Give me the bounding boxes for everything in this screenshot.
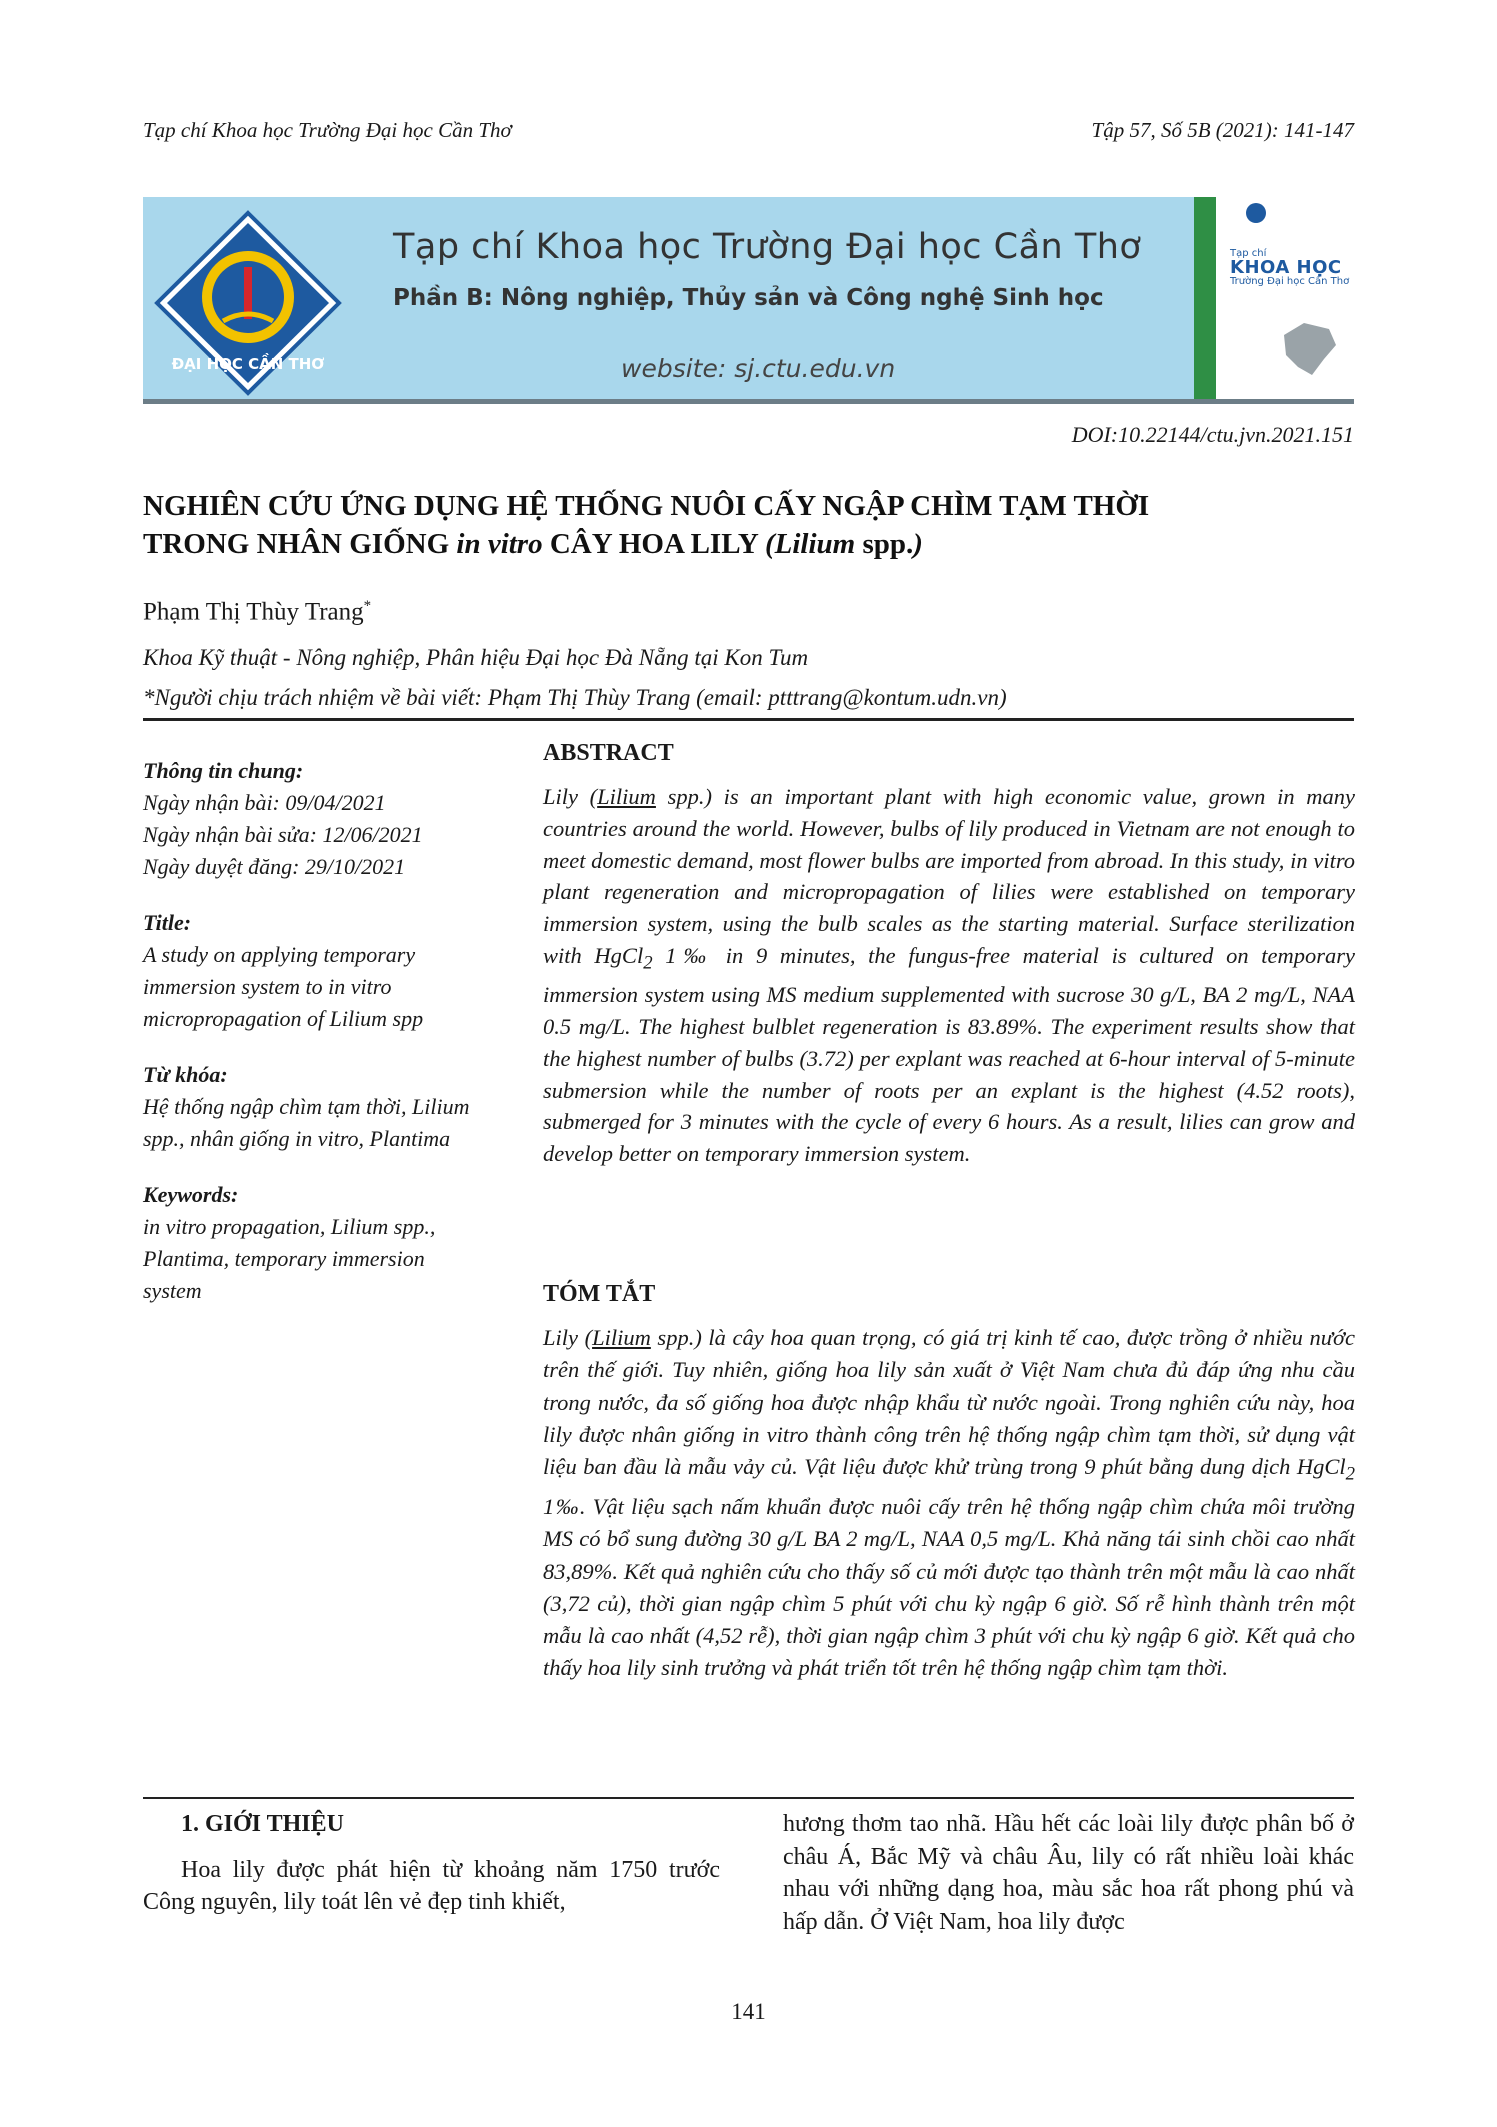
- cover-sub: Trường Đại học Cần Thơ: [1230, 276, 1350, 287]
- tomtat-section: [543, 1278, 1355, 1685]
- revised-date: Ngày nhận bài sửa: 12/06/2021: [143, 822, 423, 847]
- journal-banner: [143, 197, 1354, 404]
- article-title: [143, 487, 1354, 563]
- map-silhouette-icon: [1274, 315, 1344, 385]
- page-number: 141: [731, 1999, 766, 2024]
- affiliation: Khoa Kỹ thuật - Nông nghiệp, Phân hiệu Đại học Đà Nẵng tại Kon Tum: [143, 645, 809, 670]
- cover-big: KHOA HỌC: [1230, 257, 1342, 278]
- article-info-sidebar: [143, 755, 483, 1331]
- journal-name: Tạp chí Khoa học Trường Đại học Cần Thơ: [393, 227, 1142, 267]
- title-line-1: NGHIÊN CỨU ỨNG DỤNG HỆ THỐNG NUÔI CẤY NGẬP CHÌM TẠM THỜI: [143, 490, 1150, 522]
- keywords: in vitro propagation, Lilium spp., Plantima, temporary immersion system: [143, 1214, 436, 1303]
- author-name: Phạm Thị Thùy Trang*: [143, 598, 372, 626]
- journal-website[interactable]: website: sj.ctu.edu.vn: [621, 354, 896, 383]
- intro-heading: 1. GIỚI THIỆU: [181, 1811, 344, 1837]
- accepted-date: Ngày duyệt đăng: 29/10/2021: [143, 854, 406, 879]
- info-heading: Thông tin chung:: [143, 758, 304, 783]
- corresponding-author: *Người chịu trách nhiệm về bài viết: Phạm Thị Thùy Trang (email: ptttrang@kontum.udn.vn): [143, 685, 1007, 710]
- vn-keywords: Hệ thống ngập chìm tạm thời, Lilium spp., nhân giống in vitro, Plantima: [143, 1094, 470, 1151]
- cover-title: [1230, 247, 1349, 289]
- abstract-heading: ABSTRACT: [543, 740, 674, 766]
- title-line-2: TRONG NHÂN GIỐNG in vitro CÂY HOA LILY (Lilium spp.): [143, 528, 923, 560]
- journal-section: Phần B: Nông nghiệp, Thủy sản và Công nghệ Sinh học: [393, 285, 1104, 311]
- university-logo-icon: [153, 209, 343, 397]
- intro-column-1: [143, 1808, 720, 1918]
- abstract-text: Lily (Lilium spp.) is an important plant with high economic value, grown in many countries around the world. However, bulbs of lily produced in Vietnam are not enough to meet domestic demand, most flower bulbs are imported from abroad. In this study, in vitro plant regeneration and micropropagation of lilies were established on temporary immersion system, using the bulb scales as the starting material. Surface sterilization with HgCl$_2$ 1‰ in 9 minutes, the fungus-free material is cultured on temporary immersion system using MS medium supplemented with sucrose 30 g/L, BA 2 mg/L, NAA 0.5 mg/L. The highest bulblet regeneration is 83.89%. The experiment results show that the highest number of bulbs (3.72) per explant was reached at 6-hour interval of 5-minute submersion while the number of roots per an explant is the highest (4.52 roots), submerged for 3 minutes with the cycle of every 6 hours. As a result, lilies can grow and develop better on temporary immersion system.: [543, 784, 1355, 1167]
- cover-stripe: [1194, 197, 1216, 399]
- tomtat-heading: TÓM TẮT: [543, 1281, 656, 1307]
- title-heading: Title:: [143, 910, 192, 935]
- journal-cover-thumbnail: [1194, 197, 1354, 399]
- tomtat-text: Lily (Lilium spp.) là cây hoa quan trọng, có giá trị kinh tế cao, được trồng ở nhiều nước trên thế giới. Tuy nhiên, giống hoa lily sản xuất ở Việt Nam chưa đủ đáp ứng nhu cầu trong nước, đa số giống hoa được nhập khẩu từ nước ngoài. Trong nghiên cứu này, hoa lily được nhân giống in vitro thành công trên hệ thống ngập chìm tạm thời, sử dụng vật liệu ban đầu là mẫu vảy củ. Vật liệu được khử trùng trong 9 phút bằng dung dịch HgCl$_2$ 1‰. Vật liệu sạch nấm khuẩn được nuôi cấy trên hệ thống ngập chìm chứa môi trường MS có bổ sung đường 30 g/L BA 2 mg/L, NAA 0,5 mg/L. Khả năng tái sinh chồi cao nhất 83,89%. Kết quả nghiên cứu cho thấy số củ mới được tạo thành trên một mẫu là cao nhất (3,72 củ), thời gian ngập chìm 5 phút với chu kỳ ngập 6 giờ. Số rễ hình thành trên một mẫu là cao nhất (4,52 rễ), thời gian ngập chìm 3 phút với chu kỳ ngập 6 giờ. Kết quả cho thấy hoa lily sinh trưởng và phát triển tốt trên hệ thống ngập chìm tạm thời.: [543, 1325, 1355, 1681]
- logo-text: ĐẠI HỌC CẦN THƠ: [171, 355, 325, 373]
- intro-column-2: hương thơm tao nhã. Hầu hết các loài lily được phân bố ở châu Á, Bắc Mỹ và châu Âu, lily có rất nhiều loài khác nhau với những dạng hoa, màu sắc hoa rất phong phú và hấp dẫn. Ở Việt Nam, hoa lily được: [783, 1811, 1354, 1935]
- english-title: A study on applying temporary immersion system to in vitro micropropagation of Lilium spp: [143, 942, 424, 1031]
- vn-keywords-heading: Từ khóa:: [143, 1062, 228, 1087]
- received-date: Ngày nhận bài: 09/04/2021: [143, 790, 386, 815]
- abstract-section: [543, 737, 1355, 1170]
- header-divider: [143, 718, 1354, 721]
- cover-small: Tạp chí: [1230, 248, 1267, 259]
- cover-seal-icon: [1246, 203, 1266, 223]
- running-head-volume: Tập 57, Số 5B (2021): 141-147: [1091, 118, 1354, 142]
- running-head-journal: Tạp chí Khoa học Trường Đại học Cần Thơ: [143, 118, 512, 142]
- doi[interactable]: DOI:10.22144/ctu.jvn.2021.151: [1071, 422, 1354, 447]
- intro-paragraph-1: Hoa lily được phát hiện từ khoảng năm 1750 trước Công nguyên, lily toát lên vẻ đẹp tinh khiết,: [143, 1857, 720, 1915]
- running-head: [143, 118, 1354, 148]
- keywords-heading: Keywords:: [143, 1182, 239, 1207]
- abstract-divider: [143, 1797, 1354, 1799]
